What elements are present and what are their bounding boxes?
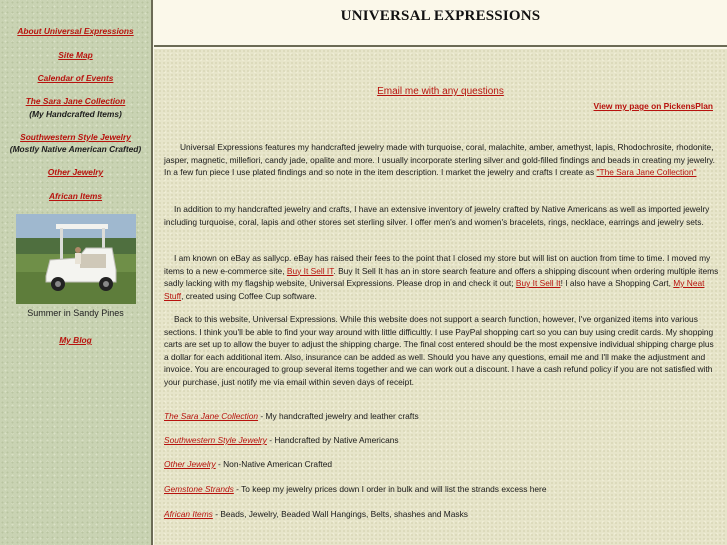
- buy-it-sell-it-link-2[interactable]: Buy It Sell It: [515, 278, 561, 288]
- golf-cart-illustration: [16, 214, 136, 304]
- site-title: UNIVERSAL EXPRESSIONS: [340, 8, 541, 24]
- page-header: [154, 0, 727, 47]
- ebay-text-a: I am known on eBay as sallycp. eBay has raised their fees to the point that I closed my store but will list on auction from time to time. I moved my items to a new e-commerce site,: [164, 253, 711, 276]
- intro-text: Universal Expressions features my handcrafted jewelry made with turquoise, coral, malachite, amber, amethyst, lapis, Rhodochrosite, rhodonite, jasper, magnetic, millefiori, candy jade, opalite and more. I usually incorporate sterling silver and gold-filled findings and beads in creating my jewelry. In a few fun piece I use plated findings and so note in the item description. I market the jewelry and crafts I create as: [164, 142, 716, 177]
- nav-blog-link[interactable]: My Blog: [59, 335, 92, 345]
- golf-cart-photo: [16, 214, 136, 304]
- nav-about-link[interactable]: About Universal Expressions: [17, 26, 134, 36]
- sara-jane-inline-link[interactable]: "The Sara Jane Collection": [596, 167, 697, 177]
- nav-southwestern-link[interactable]: Southwestern Style Jewelry: [20, 132, 131, 142]
- pickensplan-link[interactable]: View my page on PickensPlan: [593, 101, 713, 111]
- photo-caption: Summer in Sandy Pines: [27, 308, 124, 318]
- my-neat-stuff-link[interactable]: My Neat Stuff: [164, 278, 705, 301]
- section-desc: - Beads, Jewelry, Beaded Wall Hangings, Belts, shashes and Masks: [212, 509, 468, 519]
- nav-other-jewelry-link[interactable]: Other Jewelry: [47, 167, 104, 177]
- ebay-text-d: , created using Coffee Cup software.: [181, 290, 317, 301]
- intro-paragraph: [164, 141, 719, 179]
- inventory-paragraph: In addition to my handcrafted jewelry and crafts, I have an extensive inventory of jewelry crafted by Native Americans as well as imported jewelry including turquoise, coral, lapis and other stores set sterling silver. I offer men's and women's bracelets, rings, necklace, earrings and jewelry sets.: [164, 204, 710, 227]
- nav-calendar-link[interactable]: Calendar of Events: [37, 73, 114, 83]
- section-link-southwestern[interactable]: Southwestern Style Jewelry: [164, 435, 267, 445]
- sara-jane-note: (My Handcrafted Items): [29, 109, 122, 119]
- nav-site-map-link[interactable]: Site Map: [58, 50, 93, 60]
- southwestern-note: (Mostly Native American Crafted): [9, 144, 142, 154]
- section-item-southwestern: [164, 434, 719, 447]
- section-link-other-jewelry[interactable]: Other Jewelry: [164, 459, 216, 469]
- section-link-african-items[interactable]: African Items: [164, 509, 213, 519]
- sidebar-nav: [0, 0, 153, 545]
- section-item-gemstone-strands: [164, 483, 719, 496]
- section-desc: - Handcrafted by Native Americans: [266, 435, 399, 445]
- section-item-sara-jane: [164, 410, 719, 423]
- email-link[interactable]: Email me with any questions: [377, 86, 504, 97]
- main-content: [154, 49, 727, 545]
- section-desc: - My handcrafted jewelry and leather crafts: [258, 411, 419, 421]
- ebay-text-c: ! I also have a Shopping Cart,: [560, 278, 674, 288]
- section-desc: - Non-Native American Crafted: [215, 459, 333, 469]
- section-desc: - To keep my jewelry prices down I order in bulk and will list the strands excess here: [233, 484, 547, 494]
- ebay-text-b: . Buy It Sell It has an in store search feature and offers a shipping discount when ordering multiple items sadly lacking with my flagship website, Universal Expressions. Please drop in and check it out;: [164, 265, 719, 288]
- nav-sara-jane-link[interactable]: The Sara Jane Collection: [25, 96, 126, 106]
- section-item-african-items: [164, 508, 719, 521]
- section-link-sara-jane[interactable]: The Sara Jane Collection: [164, 411, 259, 421]
- section-item-other-jewelry: [164, 458, 719, 471]
- ebay-paragraph: [164, 252, 719, 302]
- policy-paragraph: Back to this website, Universal Expressions. While this website does not support a search function, however, I've organized items into various sections. I think you'll be able to find your way around with little difficultly. I use PayPal shopping cart so you can buy using credit cards. My shopping carts are set up to allow the buyer to adjust the shipping charge. The final cost entered should be the most expensive individual shipping charge plus a dollar for each additional item. Also, insurance can be added as well. Should you have any questions, email me and I'll make the adjustment and invoice. You are encouraged to group several items together and we can work out a discount. I have a cash refund policy if you are not satisfied with your purchase, just notify me via email within seven days of receipt.: [164, 314, 714, 387]
- section-link-gemstone-strands[interactable]: Gemstone Strands: [164, 484, 234, 494]
- buy-it-sell-it-link[interactable]: Buy It Sell IT: [286, 265, 334, 276]
- nav-african-items-link[interactable]: African Items: [48, 191, 103, 201]
